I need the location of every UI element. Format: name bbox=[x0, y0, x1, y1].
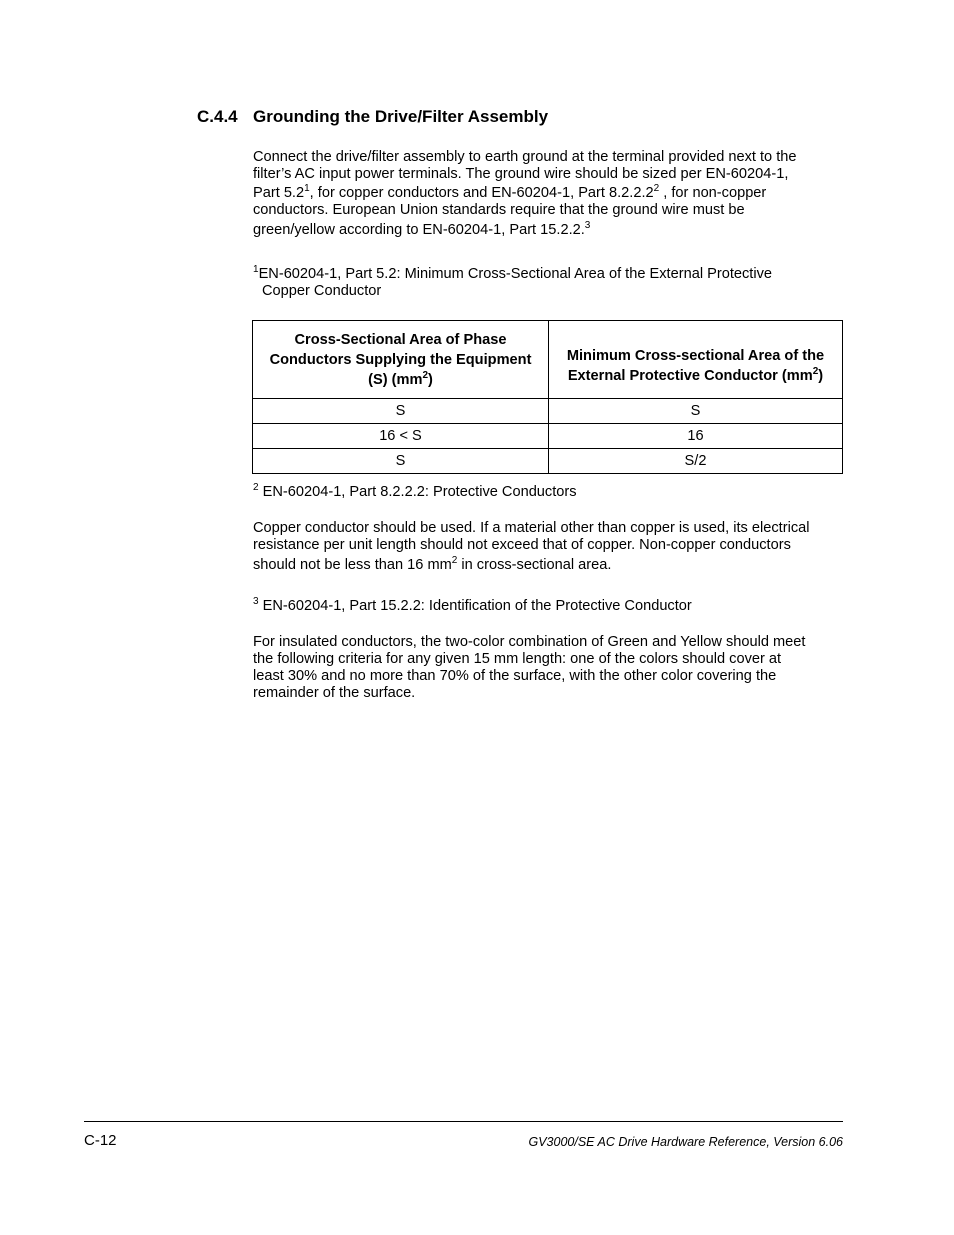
footnote-ref-2: 2 bbox=[653, 183, 660, 194]
table-cell: 16 < S bbox=[253, 424, 549, 449]
table-row bbox=[253, 449, 843, 474]
table-row bbox=[253, 424, 843, 449]
section-number: C.4.4 bbox=[197, 107, 238, 126]
copper-paragraph: Copper conductor should be used. If a material other than copper is used, its electrical resistance per unit length should not exceed that of copper. Non-copper conductors should not be less than 16 $mm^2$ in cross-sectional area. bbox=[253, 520, 810, 573]
intro-line: filter’s AC input power terminals. The ground wire should be sized per EN-60204-1, bbox=[253, 166, 789, 182]
section-title: Grounding the Drive/Filter Assembly bbox=[253, 107, 549, 126]
table-header-phase-area: Cross-Sectional Area of Phase Conductors Supplying the Equipment (S) $(mm^2)$ bbox=[253, 321, 549, 399]
intro-line: conductors. European Union standards require that the ground wire must be bbox=[253, 202, 745, 218]
document-title: GV3000/SE AC Drive Hardware Reference, Version 6.06 bbox=[528, 1135, 843, 1149]
intro-line: Connect the drive/filter assembly to earth ground at the terminal provided next to the bbox=[253, 149, 797, 165]
table-cell: 16 bbox=[549, 424, 843, 449]
intro-paragraph bbox=[253, 149, 848, 239]
table-header-protective-area: Minimum Cross-sectional Area of the External Protective Conductor $(mm^2)$ bbox=[549, 321, 843, 399]
intro-line: Part $5.2^1$, for copper conductors and EN-60204-1, Part 8.2.2.2$^2$ , for non-copper bbox=[253, 183, 767, 201]
table-cell: S bbox=[253, 399, 549, 424]
table-cell: S/2 bbox=[549, 449, 843, 474]
footer-divider bbox=[84, 1121, 843, 1122]
insulated-paragraph: For insulated conductors, the two-color combination of Green and Yellow should meet the following criteria for any given 15 mm length: one of the colors should cover at least 30% and no more than 70% of the surface, with the other color covering the remainder of the surface. bbox=[253, 634, 806, 701]
section-heading bbox=[197, 107, 548, 127]
conductor-area-table bbox=[252, 320, 843, 474]
table-row bbox=[253, 399, 843, 424]
page-number: C-12 bbox=[84, 1132, 117, 1149]
footnote-mark: 1 bbox=[253, 264, 259, 275]
footnote-2: $^2$ EN-60204-1, Part 8.2.2.2: Protective Conductors bbox=[253, 482, 577, 500]
footnote-ref-3: 3 bbox=[584, 220, 591, 231]
footnote-1: $^1$EN-60204-1, Part 5.2: Minimum Cross-Sectional Area of the External Protective Copper Conductor bbox=[253, 264, 773, 299]
table-header-row bbox=[253, 321, 843, 399]
footnote-ref-1: 1 bbox=[304, 183, 310, 194]
footnote-mark: 2 bbox=[253, 482, 259, 493]
intro-line: green/yellow according to EN-60204-1, Part 15.2.2.$^3$ bbox=[253, 220, 591, 238]
table-cell: S bbox=[549, 399, 843, 424]
footnote-mark: 3 bbox=[253, 596, 259, 607]
table-cell: S bbox=[253, 449, 549, 474]
footnote-3: $^3$ EN-60204-1, Part 15.2.2: Identification of the Protective Conductor bbox=[253, 596, 692, 614]
